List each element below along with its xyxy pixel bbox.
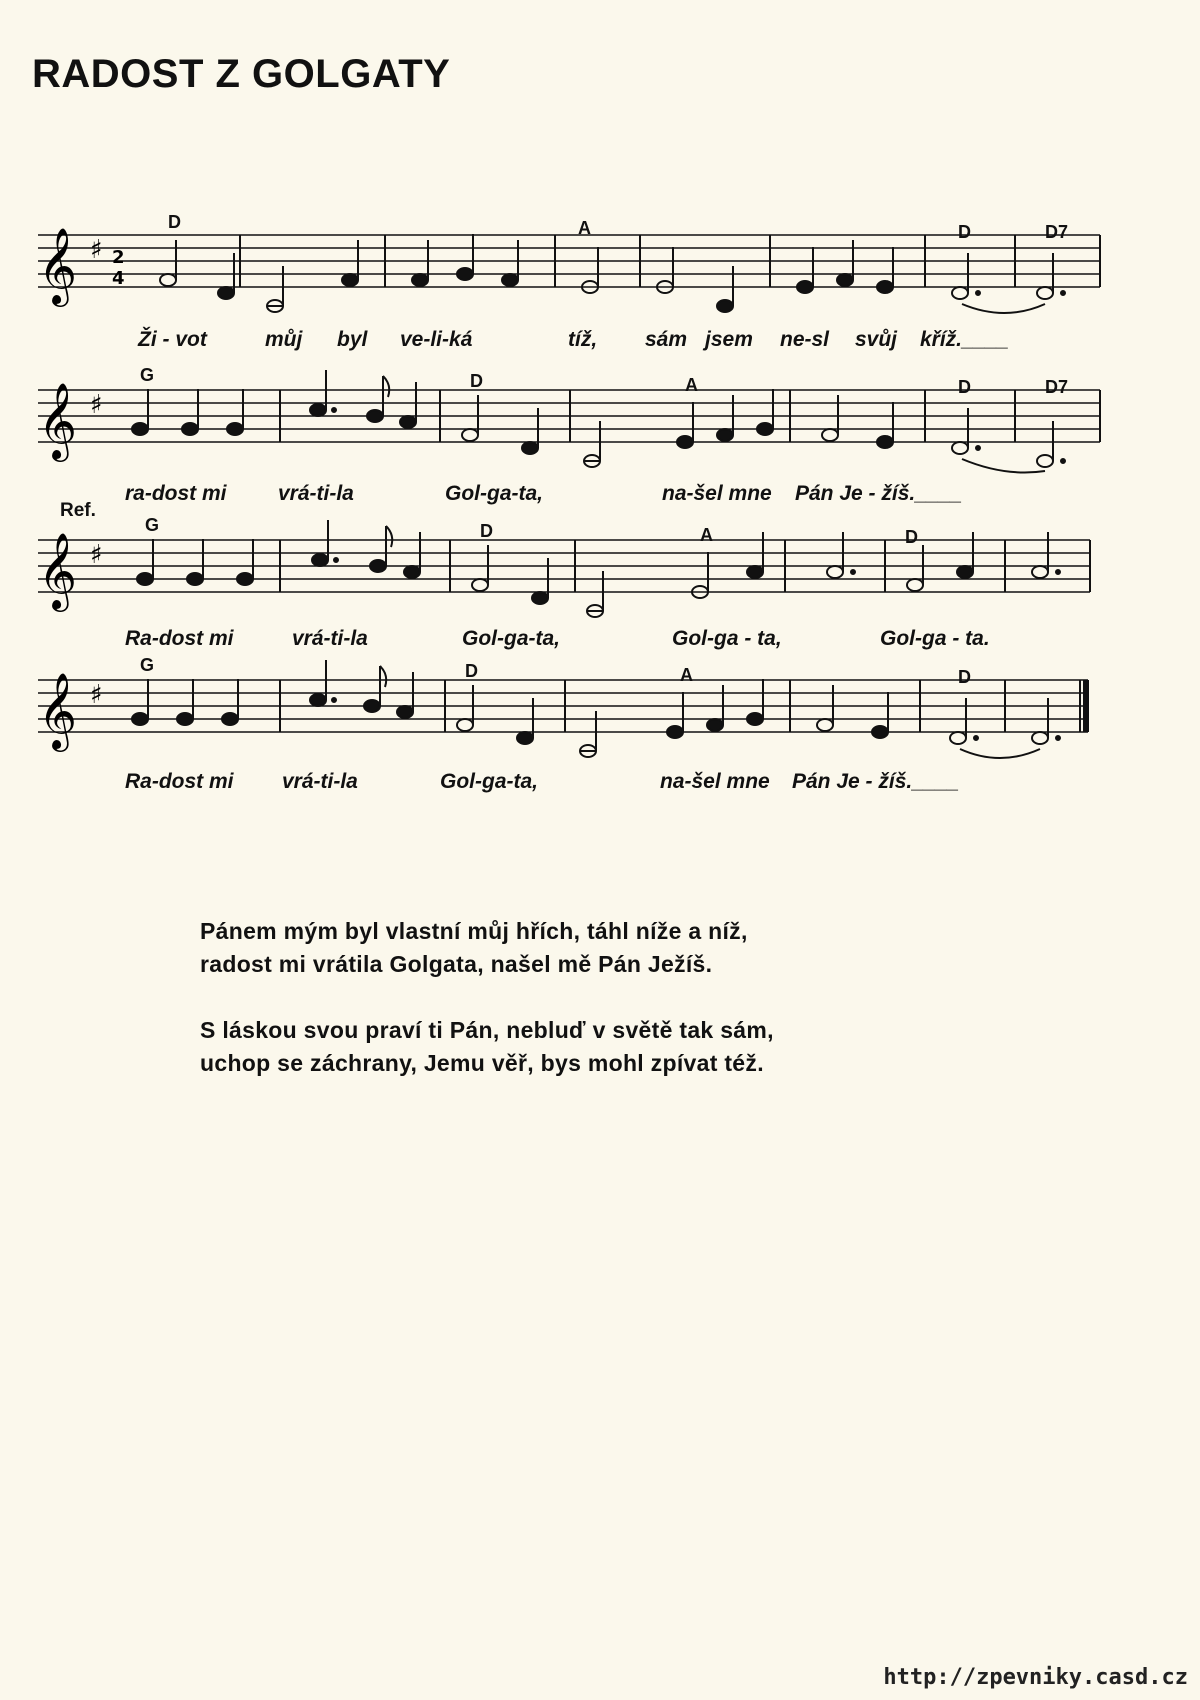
chord-label: D	[168, 212, 181, 232]
verse-line: Pánem mým byl vlastní můj hřích, táhl níže a níž,	[200, 918, 748, 944]
chord-label: D	[958, 667, 971, 687]
chord-label: A	[578, 218, 591, 238]
lyric-syllable: svůj	[855, 328, 898, 351]
chord-label: D	[465, 661, 478, 681]
lyric-syllable: Ži - vot	[138, 328, 207, 351]
refrain-label: Ref.	[60, 500, 96, 521]
chord-label: D	[470, 371, 483, 391]
sharp-icon: ♯	[90, 390, 103, 420]
chord-label: D7	[1045, 377, 1069, 397]
verse-line: radost mi vrátila Golgata, našel mě Pán Ježíš.	[200, 951, 713, 977]
treble-clef-icon: 𝄞	[38, 382, 78, 459]
chord-label: A	[685, 375, 698, 395]
lyric-syllable: Gol-ga-ta,	[445, 482, 543, 505]
lyric-syllable: můj	[265, 328, 303, 351]
staff-system-2	[0, 355, 1200, 505]
lyric-syllable: Ra-dost mi	[125, 627, 234, 650]
lyric-syllable: Gol-ga - ta.	[880, 627, 990, 650]
verses-block	[200, 915, 774, 1113]
verse-line: S láskou svou praví ti Pán, nebluď v světě tak sám,	[200, 1017, 774, 1043]
lyric-syllable: sám	[645, 328, 688, 351]
lyric-syllable: Gol-ga - ta,	[672, 627, 782, 650]
staff-system-3	[0, 505, 1200, 655]
lyric-syllable: vrá-ti-la	[278, 482, 354, 505]
lyric-syllable: vrá-ti-la	[292, 627, 368, 650]
lyric-syllable: Pán Je - žíš.____	[792, 770, 959, 793]
sharp-icon: ♯	[90, 235, 103, 265]
verse-line: uchop se záchrany, Jemu věř, bys mohl zpívat též.	[200, 1050, 764, 1076]
chord-label: A	[680, 665, 693, 685]
chord-label: D	[958, 377, 971, 397]
sharp-icon: ♯	[90, 680, 103, 710]
lyric-syllable: ra-dost mi	[125, 482, 227, 505]
treble-clef-icon: 𝄞	[38, 227, 78, 304]
lyric-syllable: Pán Je - žíš.____	[795, 482, 962, 505]
time-signature-icon: 2	[112, 247, 125, 268]
sharp-icon: ♯	[90, 540, 103, 570]
source-url: http://zpevniky.casd.cz	[883, 1665, 1188, 1690]
chord-label: A	[700, 525, 713, 545]
lyric-syllable: ne-sl	[780, 328, 830, 351]
chord-label: D	[958, 222, 971, 242]
lyric-syllable: Gol-ga-ta,	[462, 627, 560, 650]
final-barline	[1083, 680, 1089, 732]
verse-3	[200, 1014, 774, 1080]
lyric-syllable: vrá-ti-la	[282, 770, 358, 793]
treble-clef-icon: 𝄞	[38, 672, 78, 749]
lyric-syllable: na-šel mne	[662, 482, 772, 505]
svg-text:4: 4	[112, 268, 125, 289]
staff-system-4	[0, 645, 1200, 795]
lyric-syllable: byl	[337, 328, 368, 351]
page-title: RADOST Z GOLGATY	[32, 52, 451, 96]
lyric-syllable: kříž.____	[920, 328, 1009, 351]
chord-label: D	[480, 521, 493, 541]
lyric-syllable: ve-li-ká	[400, 328, 473, 351]
chord-label: G	[140, 365, 155, 385]
treble-clef-icon: 𝄞	[38, 532, 78, 609]
chord-label: G	[140, 655, 155, 675]
lyric-syllable: Gol-ga-ta,	[440, 770, 538, 793]
chord-label: D7	[1045, 222, 1069, 242]
lyric-syllable: na-šel mne	[660, 770, 770, 793]
lyric-syllable: jsem	[705, 328, 753, 351]
lyric-syllable: tíž,	[568, 328, 598, 351]
verse-2	[200, 915, 774, 981]
staff-system-1	[0, 200, 1200, 350]
chord-label: D	[905, 527, 918, 547]
lyric-syllable: Ra-dost mi	[125, 770, 234, 793]
chord-label: G	[145, 515, 160, 535]
